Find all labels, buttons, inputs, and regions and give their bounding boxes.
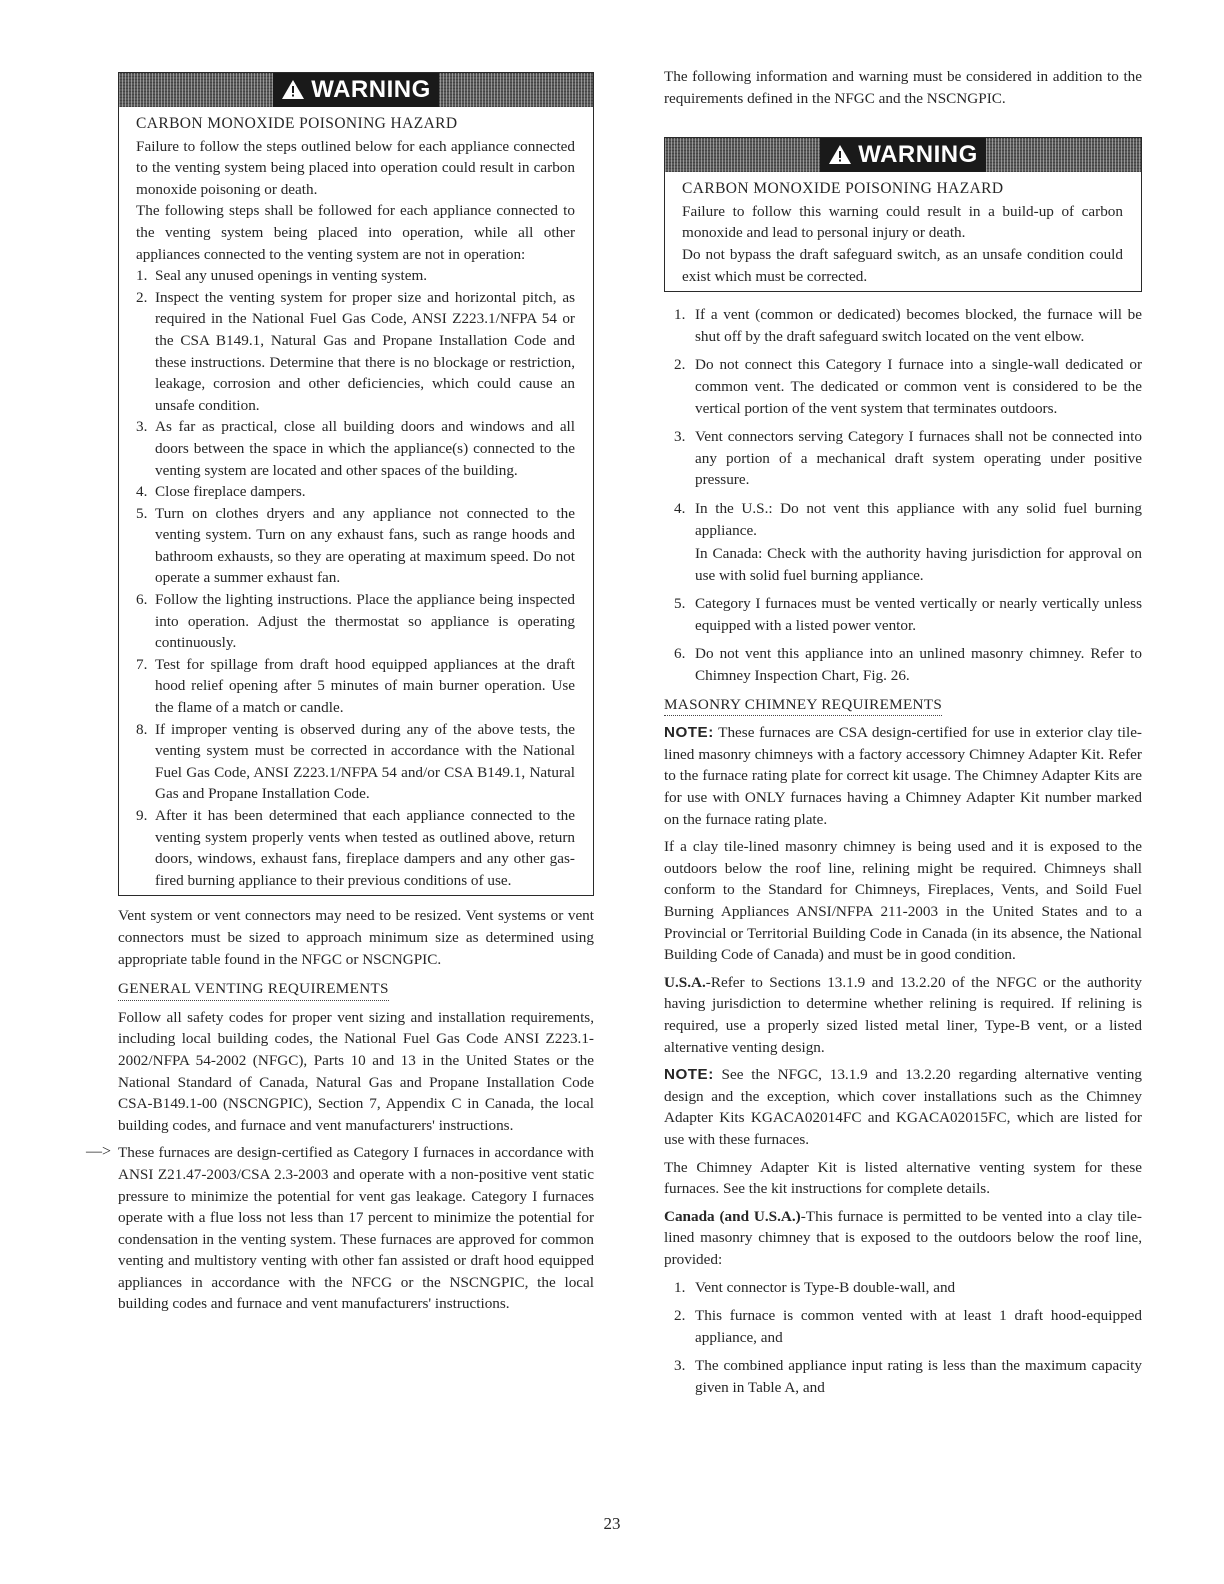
- general-venting-paragraph: Follow all safety codes for proper vent sizing and installation requirements, including local building codes, the National Fuel Gas Code ANSI Z223.1-2002/NFPA 54-2002 (NFGC), Parts 10 and 13 in the United States or the National Standard of Canada, Natural Gas and Propane Installation Code CSA-B149.1-00 (NSCNGPIC), Section 7, Appendix C in Canada, the local building codes, and furnace and vent manufacturers' instructions.: [118, 1008, 594, 1134]
- warning-step: 9. After it has been determined that each appliance connected to the venting system properly vents when tested as outlined above, return doors, windows, exhaust fans, fireplace dampers and any other gas-fired burning appliance to their previous conditions of use.: [136, 807, 575, 889]
- condition-item: 2. This furnace is common vented with at least 1 draft hood-equipped appliance, and: [674, 1307, 1142, 1346]
- note-paragraph-1: NOTE: These furnaces are CSA design-certified for use in exterior clay tile-lined masonry chimneys with a factory accessory Chimney Adapter Kit. Refer to the furnace rating plate for correct kit usage. The Chimney Adapter Kits are for use with ONLY furnaces having a Chimney Adapter Kit number marked on the furnace rating plate.: [664, 724, 1142, 828]
- warning-box-right: [664, 137, 1142, 292]
- warning-text-1: Failure to follow this warning could result in a build-up of carbon monoxide and lead to personal injury or death.: [682, 202, 1123, 242]
- warning-steps-list: [136, 265, 575, 891]
- warning-intro-2: The following steps shall be followed for each appliance connected to the venting system being placed into operation, while all other appliances connected to the venting system are not in operation:: [136, 202, 575, 263]
- warning-step: 8. If improper venting is observed during any of the above tests, the venting system must be corrected in accordance with the National Fuel Gas Code, ANSI Z223.1/NFPA 54 and/or CSA B149.1, Natural Gas and Propane Installation Code.: [136, 720, 575, 803]
- warning-step: 2. Inspect the venting system for proper size and horizontal pitch, as required in the National Fuel Gas Code, ANSI Z223.1/NFPA 54 or the CSA B149.1, Natural Gas and Propane Installation Code and these instructions. Determine that there is no blockage or restriction, leakage, corrosion and other deficiencies, which could cause an unsafe condition.: [136, 288, 575, 414]
- warning-text-2: Do not bypass the draft safeguard switch, as an unsafe condition could exist which must be corrected.: [682, 245, 1123, 285]
- warning-step: 6. Follow the lighting instructions. Place the appliance being inspected into operation. Adjust the thermostat so appliance is operating continuously.: [136, 591, 575, 652]
- warning-step: 4. Close fireplace dampers.: [136, 483, 306, 501]
- intro-paragraph: The following information and warning must be considered in addition to the requirements defined in the NFGC and the NSCNGPIC.: [664, 68, 1142, 107]
- warning-step: 1. Seal any unused openings in venting system.: [136, 267, 428, 285]
- conditions-list: [664, 1277, 1142, 1399]
- warning-triangle-icon: [281, 79, 305, 100]
- canada-paragraph: Canada (and U.S.A.)-This furnace is permitted to be vented into a clay tile-lined masonry chimney that is exposed to the outdoors below the roof line, provided:: [664, 1207, 1142, 1268]
- category-paragraph: —> These furnaces are design-certified as Category I furnaces in accordance with ANSI Z21.47-2003/CSA 2.3-2003 and operate with a non-positive vent static pressure to minimize the potential for vent gas leakage. Category I furnaces operate with a flue loss not less than 17 percent to minimize the potential for condensation in the venting system. These furnaces are approved for common venting and multistory venting with other fan assisted or draft hood equipped appliances in accordance with the NFCG or the NSCNGPIC, the local building codes and furnace and vent manufacturers' instructions.: [86, 1143, 594, 1313]
- warning-box-left: [118, 72, 594, 896]
- vent-rule: 4. In the U.S.: Do not vent this appliance with any solid fuel burning appliance. In Canada: Check with the authority having jurisdiction for approval on use with solid fuel burning appliance.: [674, 499, 1142, 584]
- kit-paragraph: The Chimney Adapter Kit is listed alternative venting system for these furnaces. See the kit instructions for complete details.: [664, 1158, 1142, 1198]
- vent-rules-list: [664, 304, 1142, 687]
- warning-title-right: CARBON MONOXIDE POISONING HAZARD: [682, 180, 1004, 198]
- warning-step: 7. Test for spillage from draft hood equipped appliances at the draft hood relief opening after 5 minutes of main burner operation. Use the flame of a match or candle.: [136, 655, 575, 717]
- note-paragraph-2: NOTE: See the NFGC, 13.1.9 and 13.2.20 regarding alternative venting design and the exception, which cover installations such as the Chimney Adapter Kits KGACA02014FC and KGACA02015FC, which are listed for use with these furnaces.: [664, 1066, 1142, 1148]
- warning-header-left: [119, 73, 593, 107]
- general-venting-heading: GENERAL VENTING REQUIREMENTS: [118, 978, 389, 1001]
- condition-item: 1. Vent connector is Type-B double-wall, and: [674, 1278, 956, 1296]
- condition-item: 3. The combined appliance input rating is less than the maximum capacity given in Table A, and: [674, 1357, 1142, 1396]
- vent-rule: 1. If a vent (common or dedicated) becomes blocked, the furnace will be shut off by the draft safeguard switch located on the vent elbow.: [674, 306, 1142, 345]
- page-number: 23: [603, 1514, 621, 1533]
- warning-step: 3. As far as practical, close all building doors and windows and all doors between the space in which the appliance(s) connected to the venting system are located and other spaces of the building.: [136, 418, 575, 479]
- right-column: [664, 66, 1142, 1405]
- vent-rule: 6. Do not vent this appliance into an unlined masonry chimney. Refer to Chimney Inspection Chart, Fig. 26.: [674, 645, 1142, 685]
- vent-rule: 5. Category I furnaces must be vented vertically or nearly vertically unless equipped with a listed power ventor.: [674, 595, 1142, 634]
- resize-paragraph: Vent system or vent connectors may need to be resized. Vent systems or vent connectors must be sized to approach minimum size as determined using appropriate table found in the NFGC or NSCNGPIC.: [118, 907, 594, 968]
- left-column: [86, 66, 594, 1321]
- revision-arrow-icon: —>: [86, 1143, 112, 1161]
- warning-label-right: WARNING: [858, 141, 978, 169]
- warning-step: 5. Turn on clothes dryers and any appliance not connected to the venting system. Turn on any exhaust fans, such as range hoods and bathroom exhausts, so they are operating at maximum speed. Do not operate a summer exhaust fan.: [136, 504, 575, 587]
- warning-intro-1: Failure to follow the steps outlined below for each appliance connected to the venting system being placed into operation could result in carbon monoxide poisoning or death.: [136, 137, 575, 198]
- warning-triangle-icon: [828, 144, 852, 165]
- vent-rule: 2. Do not connect this Category I furnace into a single-wall dedicated or common vent. The dedicated or common vent is considered to be the vertical portion of the vent system that terminates outdoors.: [674, 356, 1142, 417]
- usa-paragraph: U.S.A.-Refer to Sections 13.1.9 and 13.2.20 of the NFGC or the authority having jurisdiction to determine whether relining is required. If relining is required, use a properly sized listed metal liner, Type-B vent, or a listed alternative venting design.: [664, 973, 1142, 1056]
- clay-tile-paragraph: If a clay tile-lined masonry chimney is being used and it is exposed to the outdoors below the roof line, relining might be required. Chimneys shall conform to the Standard for Chimneys, Fireplaces, Vents, and Soild Fuel Burning Appliances ANSI/NFPA 211-2003 in the United States and to a Provincial or Territorial Building Code in Canada (in its absence, the National Building Code of Canada) and must be in good condition.: [664, 838, 1142, 964]
- warning-label-left: WARNING: [311, 76, 431, 103]
- warning-header-right: [665, 138, 1141, 172]
- masonry-chimney-heading: MASONRY CHIMNEY REQUIREMENTS: [664, 694, 942, 717]
- vent-rule: 3. Vent connectors serving Category I furnaces shall not be connected into any portion of a mechanical draft system operating under positive pressure.: [674, 428, 1142, 489]
- warning-title-left: CARBON MONOXIDE POISONING HAZARD: [136, 115, 458, 132]
